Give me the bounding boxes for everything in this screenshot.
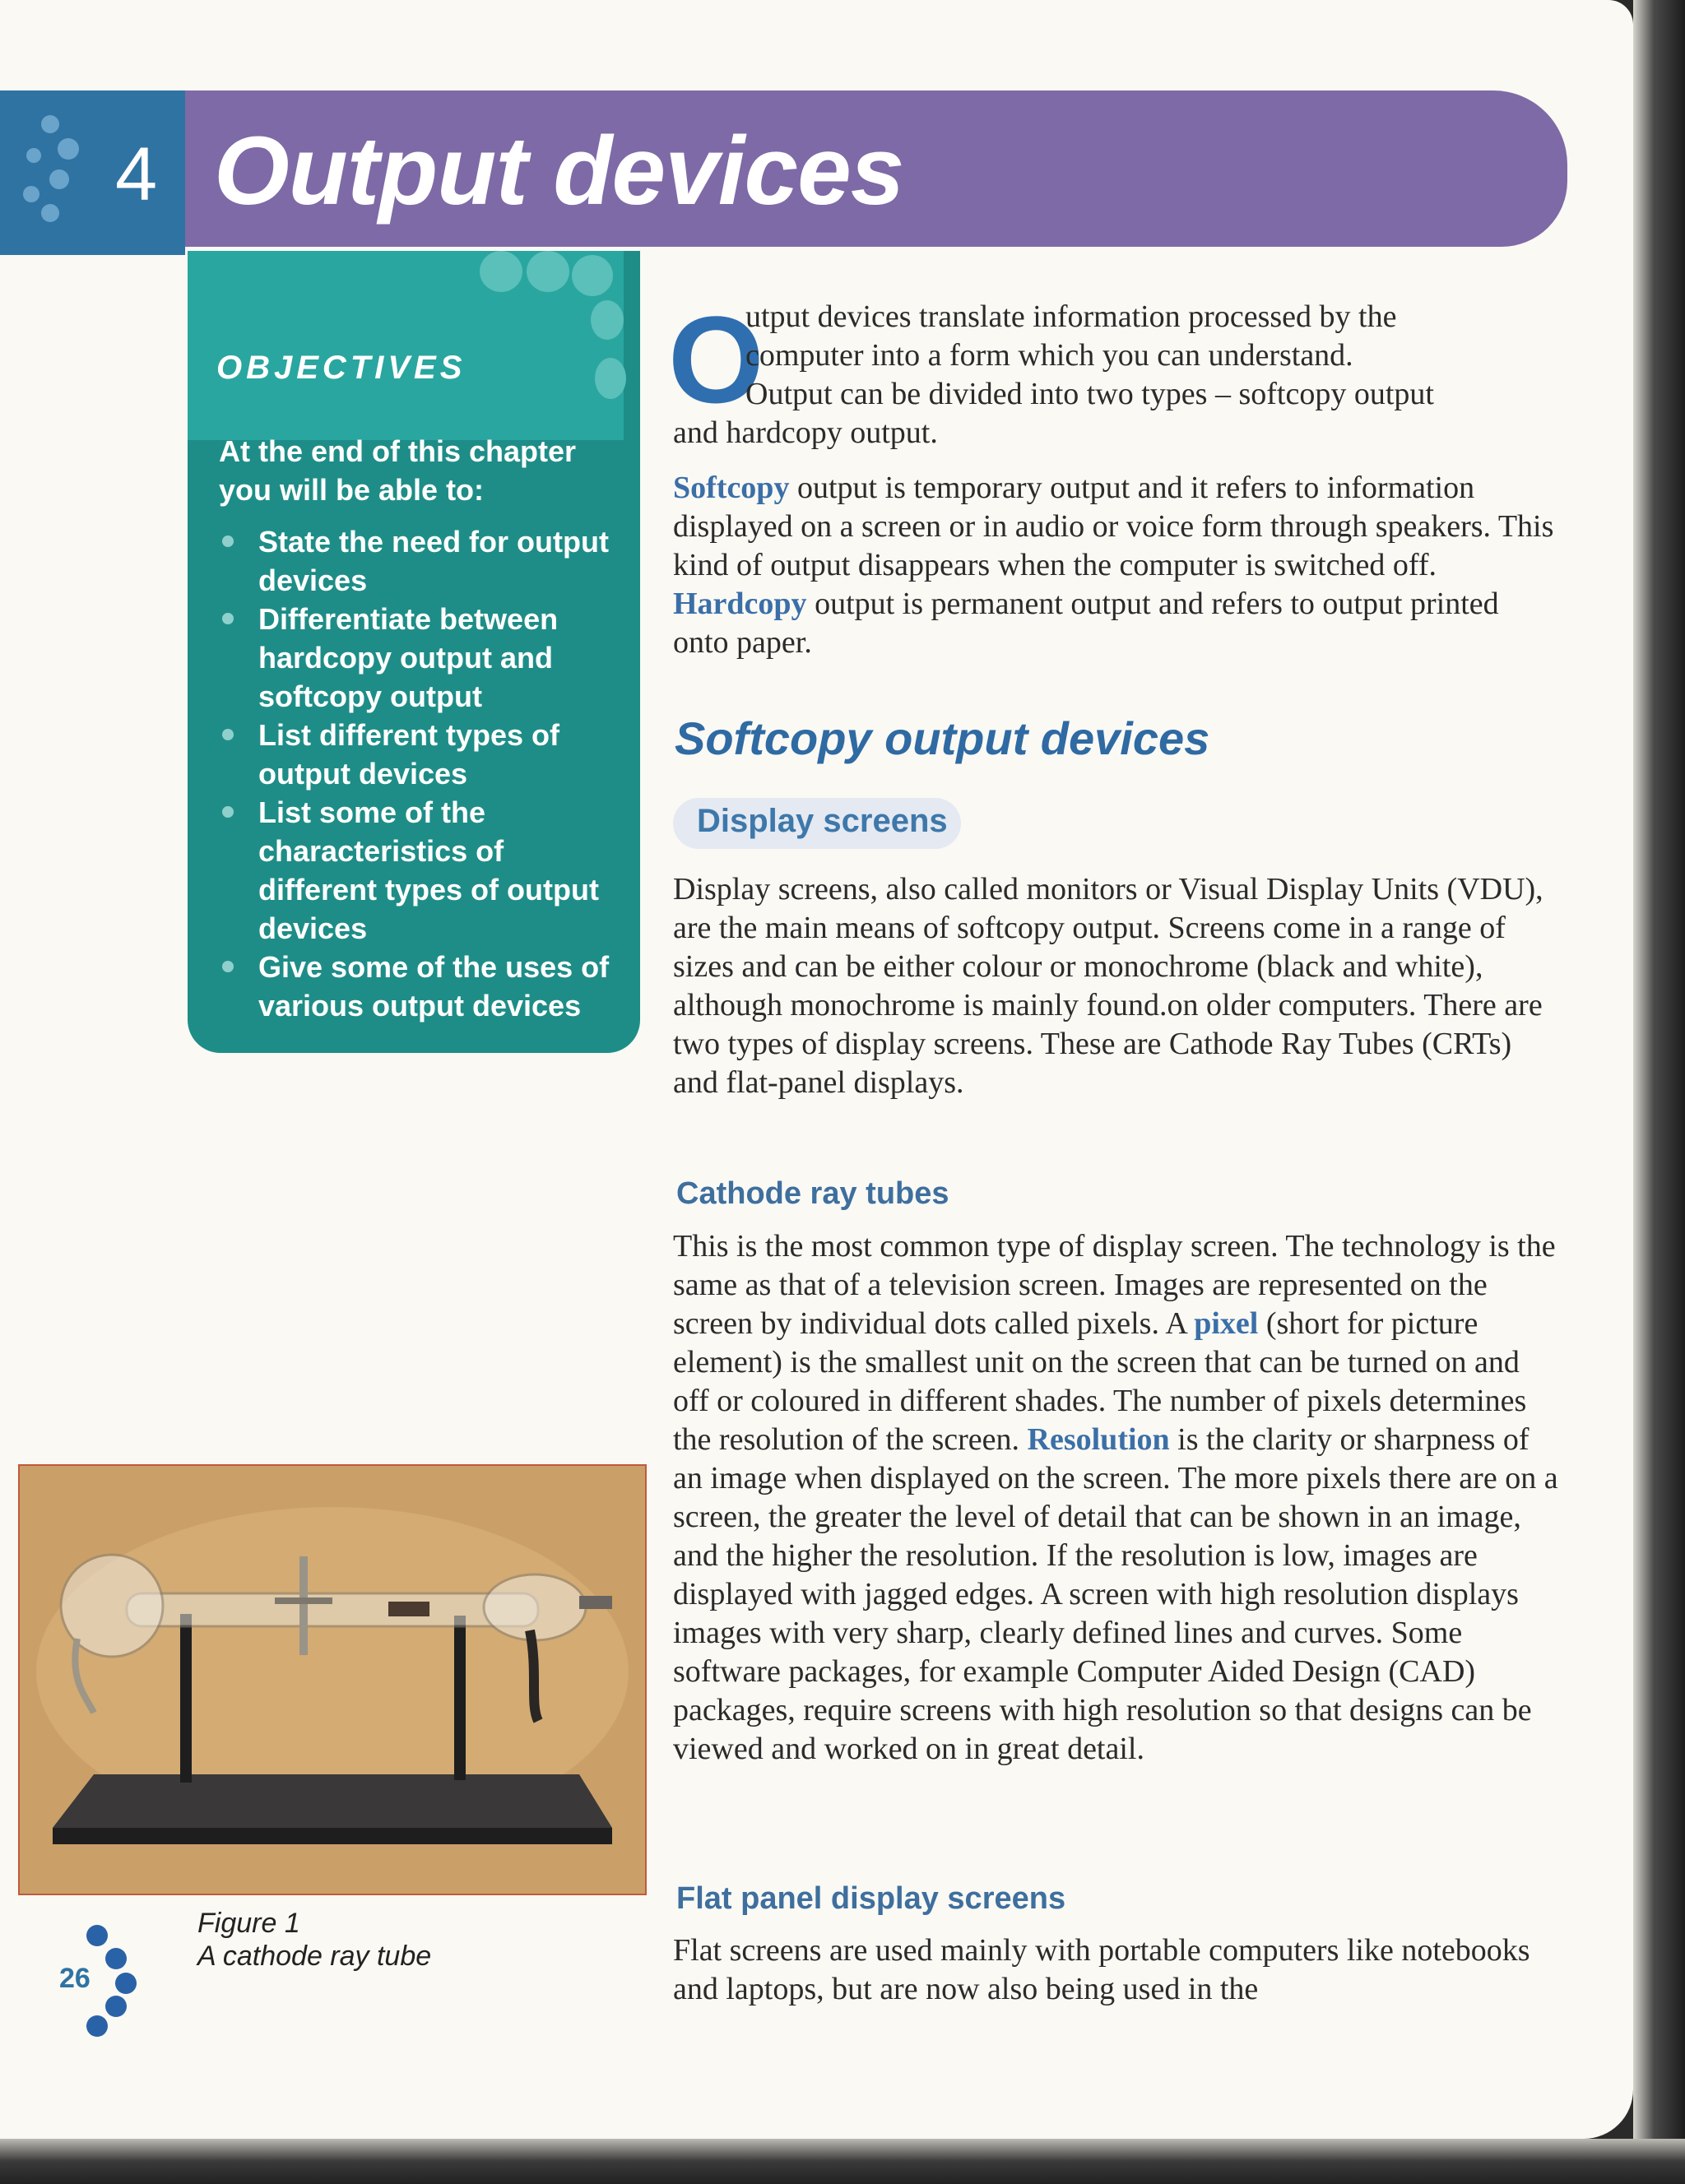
crt-paragraph: This is the most common type of display screen. The technology is the same as that of a television screen. Images are represented on the screen by individual dots called pixels. A pixel (short for picture element) is the smallest unit on the screen that can be turned on and off or coloured in different shades. The number of pixels determines the resolution of the screen. Resolution is the clarity or sharpness of an image when displayed on the screen. The more pixels there are on a screen, the greater the level of detail that can be shown in an image, and the higher the resolution. If the resolution is low, images are displayed with jagged edges. A screen with high resolution displays images with very sharp, clearly defined lines and curves. Some software packages, for example Computer Aided Design (CAD) packages, require screens with high resolution so that designs can be viewed and worked on in great detail. (673, 1229, 1558, 1766)
page-number: 26 (59, 1963, 91, 1994)
bullet-icon (222, 536, 234, 547)
figure-caption (197, 1907, 431, 1973)
display-screens-paragraph: Display screens, also called monitors or Visual Display Units (VDU), are the main means of softcopy output. Screens come in a range of sizes and can be either colour or monochrome (black and white), although monochrome is mainly found.on older computers. There are two types of display screens. These are Cathode Ray Tubes (CRTs) and flat-panel displays. (673, 872, 1543, 1100)
figure-caption-text: A cathode ray tube (197, 1941, 432, 1972)
bullet-icon (222, 961, 234, 972)
header-dots-decoration (16, 115, 82, 230)
objectives-panel (188, 251, 640, 1053)
objective-item: State the need for output devices (219, 522, 622, 600)
flat-panel-heading: Flat panel display screens (676, 1881, 1066, 1916)
keyword-resolution: Resolution (1027, 1422, 1170, 1457)
bullet-icon (222, 613, 234, 624)
objective-item: List different types of output devices (219, 716, 622, 793)
objective-item: Give some of the uses of various output devices (219, 948, 622, 1025)
cathode-ray-tube-photo (18, 1464, 647, 1895)
crt-illustration-icon (20, 1466, 645, 1894)
crt-heading: Cathode ray tubes (676, 1176, 949, 1211)
bullet-icon (222, 729, 234, 740)
objectives-list (219, 522, 622, 1025)
definitions-paragraph: Softcopy output is temporary output and it refers to information displayed on a screen or in audio or voice form through speakers. This kind of output disappears when the computer is switched off. Hardcopy output is permanent output and refers to output printed onto paper. (673, 471, 1554, 660)
keyword-pixel: pixel (1194, 1306, 1259, 1341)
drop-cap: O (668, 290, 764, 429)
flat-panel-paragraph: Flat screens are used mainly with portable computers like notebooks and laptops, but are now also being used in the (673, 1933, 1530, 2006)
intro-paragraph: utput devices translate information processed by the computer into a form which you can understand. Output can be divided into two types – softcopy output and hardcopy output. (673, 299, 1434, 450)
keyword-softcopy: Softcopy (673, 471, 790, 505)
figure-number: Figure 1 (197, 1908, 300, 1939)
chapter-number: 4 (115, 132, 158, 216)
scan-edge-bottom (0, 2139, 1685, 2184)
scan-edge (1633, 0, 1685, 2184)
objectives-heading: OBJECTIVES (216, 350, 467, 386)
objective-item: List some of the characteristics of different types of output devices (219, 793, 622, 948)
objective-item: Differentiate between hardcopy output and softcopy output (219, 600, 622, 716)
objectives-intro: At the end of this chapter you will be able to: (219, 434, 577, 507)
chapter-title: Output devices (214, 117, 904, 225)
display-screens-heading: Display screens (697, 803, 948, 839)
keyword-hardcopy: Hardcopy (673, 587, 807, 621)
bullet-icon (222, 806, 234, 818)
section-heading: Softcopy output devices (675, 712, 1210, 764)
